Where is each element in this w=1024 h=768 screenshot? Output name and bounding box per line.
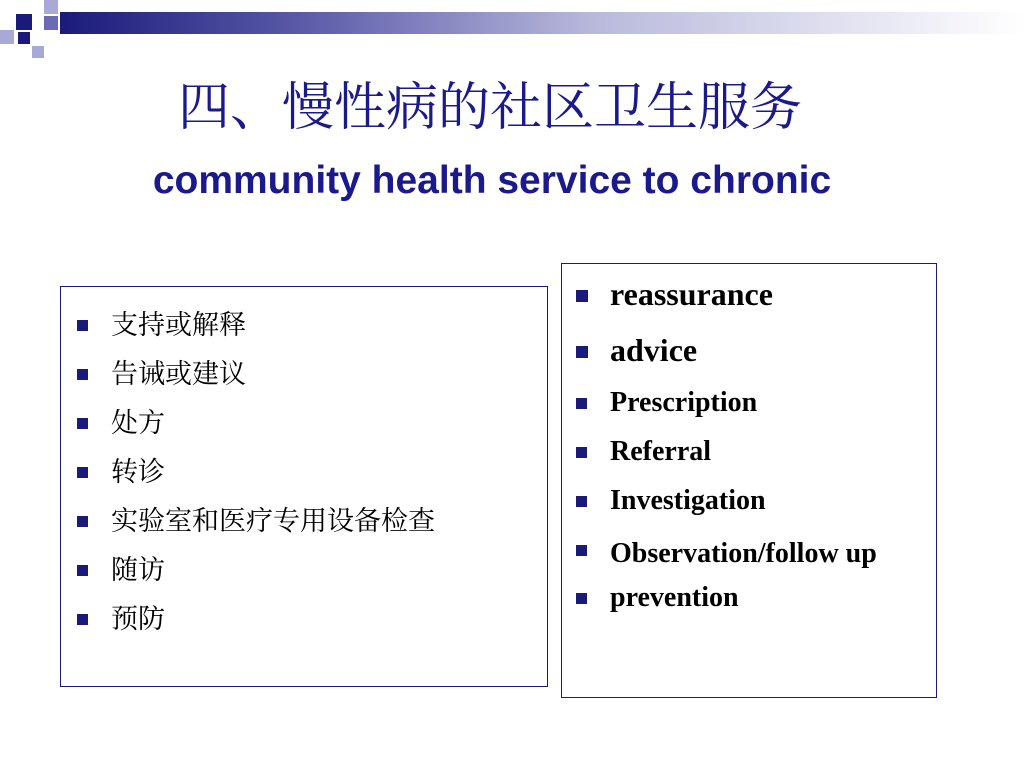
list-item-text: Referral [610, 436, 712, 467]
list-item-text: Investigation [610, 485, 766, 516]
list-item-text: 实验室和医疗专用设备检查 [111, 506, 435, 537]
corner-square-decoration [44, 16, 58, 30]
list-item-text: 处方 [111, 408, 165, 439]
list-item [576, 386, 936, 420]
corner-square-decoration [44, 0, 58, 14]
square-bullet-icon [576, 593, 587, 604]
list-item [576, 581, 936, 615]
list-item [77, 350, 547, 399]
header-gradient-bar [60, 12, 1024, 34]
list-item-text: 转诊 [111, 457, 165, 488]
square-bullet-icon [77, 320, 88, 331]
list-item [77, 546, 547, 595]
square-bullet-icon [576, 398, 587, 409]
list-item-text: advice [610, 332, 698, 368]
slide-title-english: community health service to chronic [152, 159, 832, 202]
square-bullet-icon [77, 614, 88, 625]
square-bullet-icon [77, 418, 88, 429]
square-bullet-icon [576, 447, 587, 458]
list-item-text: Observation/follow up [610, 538, 877, 569]
list-item [77, 399, 547, 448]
list-item [576, 330, 936, 370]
list-item [77, 448, 547, 497]
list-item [576, 435, 936, 469]
list-item [77, 595, 547, 644]
english-services-box [561, 263, 937, 698]
list-item [77, 301, 547, 350]
square-bullet-icon [576, 496, 587, 507]
list-item-text: 支持或解释 [111, 310, 246, 341]
corner-square-decoration [18, 32, 30, 44]
corner-square-decoration [32, 46, 44, 58]
list-item [576, 484, 936, 518]
list-item [576, 274, 936, 314]
slide-title-chinese: 四、慢性病的社区卫生服务 [177, 78, 802, 138]
chinese-services-list [77, 301, 547, 644]
square-bullet-icon [77, 516, 88, 527]
list-item-text: 随访 [111, 555, 165, 586]
english-services-list [576, 274, 936, 615]
square-bullet-icon [576, 346, 588, 358]
list-item-text: 告诫或建议 [111, 359, 246, 390]
list-item-text: reassurance [610, 276, 773, 312]
list-item-text: Prescription [610, 387, 758, 418]
list-item-text: prevention [610, 582, 739, 613]
chinese-services-box [60, 286, 548, 687]
square-bullet-icon [77, 467, 88, 478]
square-bullet-icon [576, 545, 587, 556]
list-item [77, 497, 547, 546]
list-item-text: 预防 [111, 604, 165, 635]
list-item [576, 533, 880, 575]
square-bullet-icon [576, 290, 588, 302]
corner-square-decoration [16, 14, 32, 30]
corner-square-decoration [0, 30, 14, 44]
square-bullet-icon [77, 565, 88, 576]
square-bullet-icon [77, 369, 88, 380]
